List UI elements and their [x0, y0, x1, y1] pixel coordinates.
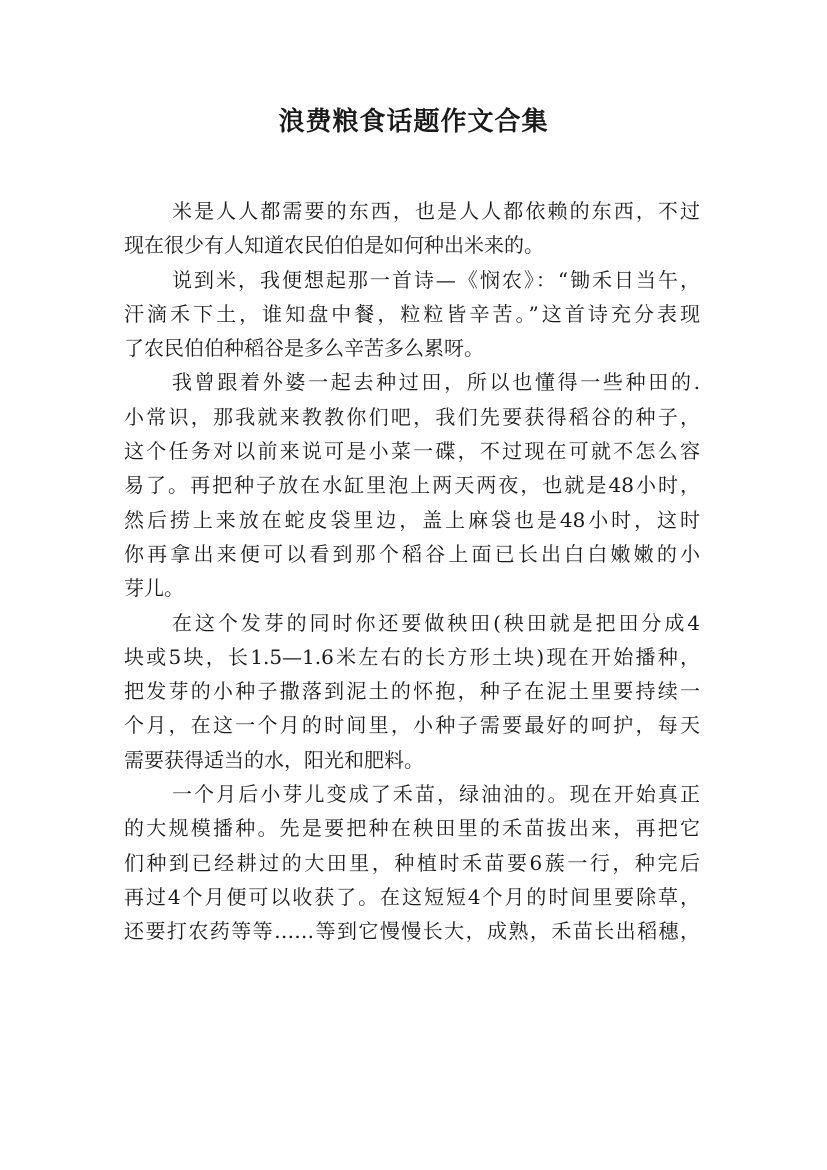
paragraph-2 [124, 263, 700, 366]
paragraph-line: 小常识，那我就来教教你们吧，我们先要获得稻谷的种子， [124, 404, 700, 429]
paragraph-line: 说到米，我便想起那一首诗—《悯农》：“锄禾日当午， [172, 267, 700, 292]
paragraph-line: 了农民伯伯种稻谷是多么辛苦多么累呀。 [124, 336, 484, 361]
paragraph-3 [124, 365, 700, 605]
paragraph-4 [124, 606, 700, 777]
document-title: 浪费粮食话题作文合集 [278, 107, 549, 137]
paragraph-line: 还要打农药等等……等到它慢慢长大，成熟，禾苗长出稻穗， [124, 919, 700, 944]
paragraph-1 [124, 194, 700, 263]
paragraph-line: 把发芽的小种子撒落到泥土的怀抱，种子在泥土里要持续一 [124, 679, 700, 704]
paragraph-line: 你再拿出来便可以看到那个稻谷上面已长出白白嫩嫩的小 [124, 541, 700, 566]
paragraph-line: 在这个发芽的同时你还要做秧田(秧田就是把田分成4 [172, 610, 700, 635]
paragraph-line: 米是人人都需要的东西，也是人人都依赖的东西，不过 [172, 199, 700, 223]
paragraph-line: 这个任务对以前来说可是小菜一碟，不过现在可就不怎么容 [124, 439, 700, 464]
paragraph-line: 然后捞上来放在蛇皮袋里边，盖上麻袋也是48小时，这时 [124, 507, 700, 532]
paragraph-line: 现在很少有人知道农民伯伯是如何种出米来的。 [124, 233, 544, 258]
paragraph-line: 的大规模播种。先是要把种在秧田里的禾苗拔出来，再把它 [124, 816, 700, 841]
paragraph-line: 再过4个月便可以收获了。在这短短4个月的时间里要除草， [124, 884, 700, 909]
paragraph-line: 需要获得适当的水，阳光和肥料。 [124, 747, 424, 772]
paragraph-line: 芽儿。 [124, 576, 184, 601]
document-body [124, 194, 700, 949]
paragraph-line: 汗滴禾下土，谁知盘中餐，粒粒皆辛苦。”这首诗充分表现 [124, 301, 700, 326]
paragraph-line: 易了。再把种子放在水缸里泡上两天两夜，也就是48小时， [124, 473, 700, 498]
paragraph-line: 个月，在这一个月的时间里，小种子需要最好的呵护，每天 [124, 713, 700, 738]
paragraph-line: 我曾跟着外婆一起去种过田，所以也懂得一些种田的. [172, 370, 700, 395]
paragraph-5 [124, 777, 700, 948]
paragraph-line: 们种到已经耕过的大田里，种植时禾苗要6蔟一行，种完后 [124, 850, 700, 875]
paragraph-line: 一个月后小芽儿变成了禾苗，绿油油的。现在开始真正 [172, 782, 700, 807]
paragraph-line: 块或5块，长1.5—1.6米左右的长方形土块)现在开始播种， [124, 644, 700, 669]
